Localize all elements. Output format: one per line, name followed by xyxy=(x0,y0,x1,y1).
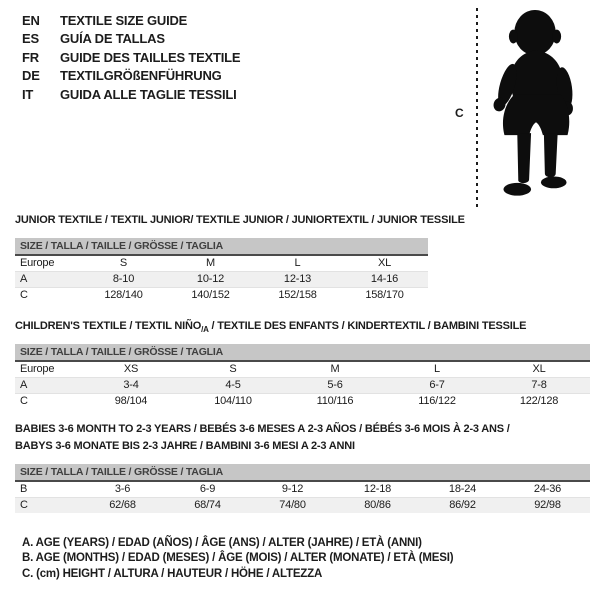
size-cell: 74/80 xyxy=(279,499,306,511)
language-row xyxy=(22,49,240,67)
size-cell: M xyxy=(330,363,340,375)
size-cell: 140/152 xyxy=(191,289,230,301)
language-row xyxy=(22,67,240,85)
size-cell: 12-18 xyxy=(363,483,392,495)
table-row xyxy=(15,377,590,393)
row-label: C xyxy=(20,499,28,511)
size-cell: 3-6 xyxy=(114,483,131,495)
size-cell: 3-4 xyxy=(123,379,139,391)
language-row xyxy=(22,12,240,30)
language-code: DE xyxy=(22,68,40,84)
size-cell: S xyxy=(229,363,237,375)
table-row xyxy=(15,497,590,513)
size-cell: 152/158 xyxy=(278,289,317,301)
size-cell: 98/104 xyxy=(114,395,148,407)
size-cell: 116/122 xyxy=(418,395,456,407)
size-cell: 8-10 xyxy=(112,273,135,285)
size-cell: XL xyxy=(532,363,546,375)
size-cell: 14-16 xyxy=(370,273,399,285)
size-cell: 92/98 xyxy=(534,499,561,511)
language-label: TEXTILGRÖßENFÜHRUNG xyxy=(60,68,222,84)
babies-section-title xyxy=(15,421,510,455)
size-cell: 5-6 xyxy=(327,379,343,391)
size-cell: 9-12 xyxy=(281,483,304,495)
row-label: C xyxy=(20,395,28,407)
size-cell: L xyxy=(434,363,440,375)
size-cell: M xyxy=(206,257,215,269)
row-label: B xyxy=(20,483,28,495)
table-row xyxy=(15,393,590,409)
size-cell: 68/74 xyxy=(194,499,221,511)
table-row xyxy=(15,256,428,271)
children-title-part: / TEXTILE DES ENFANTS / KINDERTEXTIL / BAMBINI TESSILE xyxy=(208,320,527,332)
size-cell: 110/116 xyxy=(316,395,354,407)
size-cell: 6-7 xyxy=(429,379,445,391)
size-cell: XL xyxy=(377,257,392,269)
row-label: A xyxy=(20,273,28,285)
size-cell: XS xyxy=(123,363,139,375)
size-header-bar: SIZE / TALLA / TAILLE / GRÖSSE / TAGLIA xyxy=(15,238,428,256)
height-measure-dashed-line xyxy=(476,8,478,210)
junior-section-title: JUNIOR TEXTILE / TEXTIL JUNIOR/ TEXTILE JUNIOR / JUNIORTEXTIL / JUNIOR TESSILE xyxy=(15,214,465,226)
table-row xyxy=(15,362,590,377)
babies-size-table xyxy=(15,464,590,513)
junior-size-table xyxy=(15,238,428,303)
size-cell: 6-9 xyxy=(199,483,216,495)
size-cell: 10-12 xyxy=(196,273,225,285)
children-title-part: CHILDREN'S TEXTILE / TEXTIL NIÑO xyxy=(15,320,202,332)
size-cell: 86/92 xyxy=(449,499,476,511)
row-label: C xyxy=(20,289,28,301)
row-label: A xyxy=(20,379,28,391)
language-code: FR xyxy=(22,49,39,65)
table-row xyxy=(15,287,428,303)
size-header-bar: SIZE / TALLA / TAILLE / GRÖSSE / TAGLIA xyxy=(15,464,590,482)
size-cell: 7-8 xyxy=(531,379,547,391)
size-cell: 62/68 xyxy=(109,499,136,511)
size-cell: S xyxy=(119,257,128,269)
size-cell: 104/110 xyxy=(214,395,252,407)
size-cell: 24-36 xyxy=(533,483,562,495)
baby-silhouette xyxy=(484,6,588,208)
size-cell: 12-13 xyxy=(283,273,312,285)
footnote-b: B. AGE (MONTHS) / EDAD (MESES) / ÂGE (MOIS) / ALTER (MONATE) / ETÀ (MESI) xyxy=(22,552,454,565)
table-row xyxy=(15,482,590,497)
size-cell: 18-24 xyxy=(448,483,477,495)
language-label: GUIDA ALLE TAGLIE TESSILI xyxy=(60,86,237,102)
language-code: EN xyxy=(22,13,40,28)
language-list xyxy=(22,12,240,104)
size-cell: 158/170 xyxy=(365,289,404,301)
footnotes xyxy=(22,536,453,582)
language-code: ES xyxy=(22,31,39,47)
table-row xyxy=(15,271,428,287)
language-label: TEXTILE SIZE GUIDE xyxy=(60,13,188,28)
size-cell: 80/86 xyxy=(364,499,391,511)
language-row xyxy=(22,86,240,104)
babies-title-line2: BABYS 3-6 MONATE BIS 2-3 JAHRE / BAMBINI 3-6 MESI A 2-3 ANNI xyxy=(15,440,355,452)
language-code: IT xyxy=(22,86,34,102)
size-cell: 128/140 xyxy=(104,289,143,301)
row-label: Europe xyxy=(20,363,55,375)
language-row xyxy=(22,30,240,48)
size-cell: 122/128 xyxy=(519,395,559,407)
size-cell: L xyxy=(294,257,301,269)
children-title-subscript: /A xyxy=(201,325,209,335)
language-label: GUIDE DES TAILLES TEXTILE xyxy=(60,49,241,65)
footnote-c: C. (cm) HEIGHT / ALTURA / HAUTEUR / HÖHE / ALTEZZA xyxy=(22,567,323,580)
children-size-table xyxy=(15,344,590,409)
children-section-title xyxy=(15,320,526,334)
language-label: GUÍA DE TALLAS xyxy=(60,31,165,47)
size-header-bar: SIZE / TALLA / TAILLE / GRÖSSE / TAGLIA xyxy=(15,344,590,362)
row-label: Europe xyxy=(20,257,55,269)
size-cell: 4-5 xyxy=(225,379,241,391)
footnote-a: A. AGE (YEARS) / EDAD (AÑOS) / ÂGE (ANS) / ALTER (JAHRE) / ETÀ (ANNI) xyxy=(22,537,422,549)
babies-title-line1: BABIES 3-6 MONTH TO 2-3 YEARS / BEBÉS 3-6 MESES A 2-3 AÑOS / BÉBÉS 3-6 MOIS À 2-3 ANS / xyxy=(15,423,510,435)
height-measure-label: C xyxy=(455,106,464,120)
